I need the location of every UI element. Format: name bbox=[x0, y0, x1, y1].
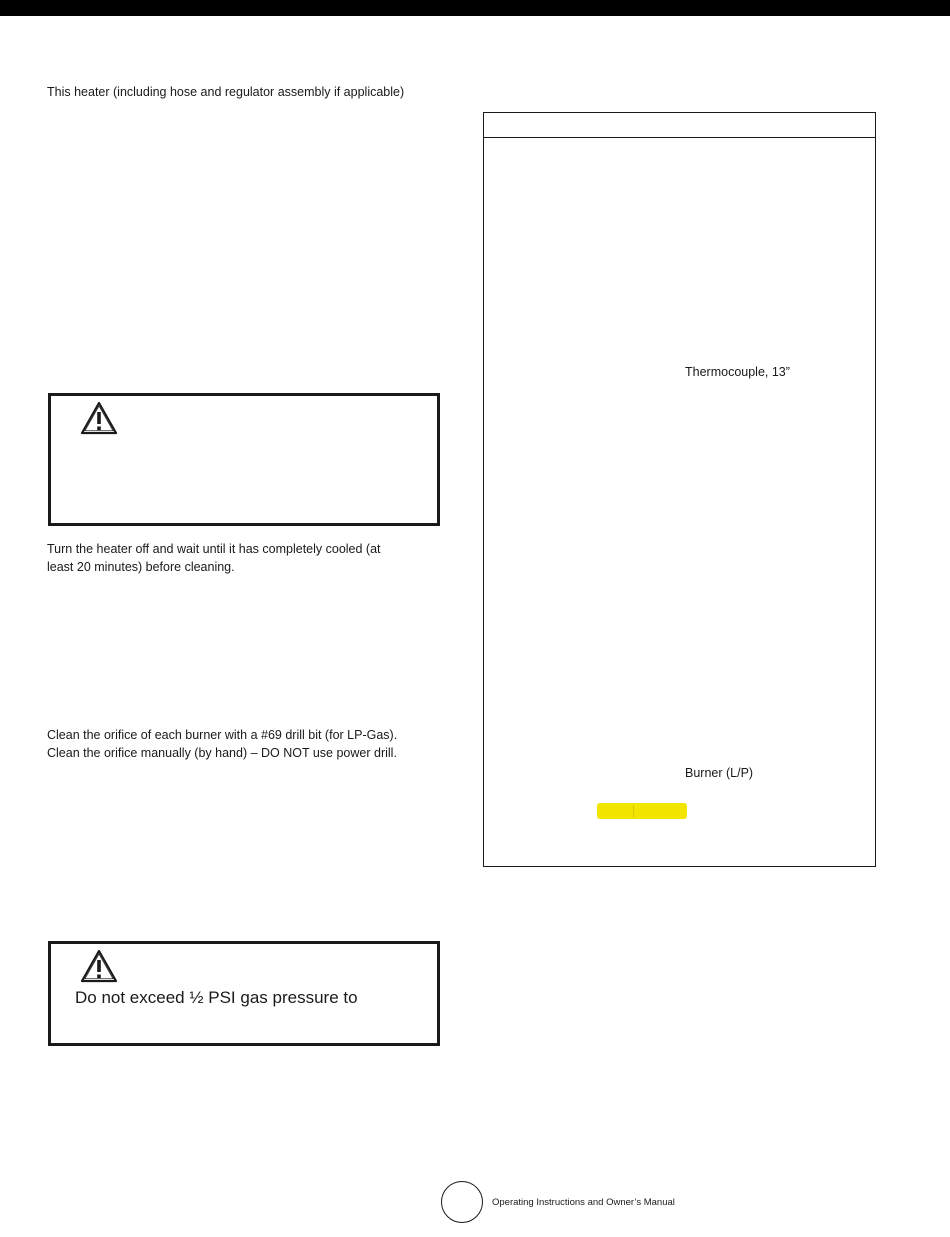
cleaning-text-line2: least 20 minutes) before cleaning. bbox=[47, 560, 235, 574]
warning-triangle-icon bbox=[79, 400, 119, 436]
highlight-mark bbox=[597, 803, 687, 819]
part-burner: Burner (L/P) bbox=[685, 766, 754, 780]
warning-box-top bbox=[48, 393, 440, 526]
cleaning-text-line1: Turn the heater off and wait until it has completely cooled (at bbox=[47, 542, 381, 556]
highlight-divider bbox=[633, 805, 634, 817]
orifice-text-line1: Clean the orifice of each burner with a #69 drill bit (for LP-Gas). bbox=[47, 728, 398, 742]
gas-pressure-warning-text: Do not exceed ½ PSI gas pressure to bbox=[75, 988, 358, 1007]
top-black-bar bbox=[0, 0, 950, 16]
intro-text: This heater (including hose and regulator assembly if applicable) bbox=[47, 85, 405, 99]
parts-list-header bbox=[484, 113, 875, 138]
orifice-text-line2: Clean the orifice manually (by hand) – DO NOT use power drill. bbox=[47, 746, 397, 760]
parts-list-box bbox=[483, 112, 876, 867]
warning-box-bottom bbox=[48, 941, 440, 1046]
warning-triangle-icon bbox=[79, 948, 119, 984]
part-thermocouple: Thermocouple, 13” bbox=[685, 365, 790, 379]
footer-manual-title: Operating Instructions and Owner’s Manual bbox=[492, 1197, 675, 1208]
page-number-circle bbox=[441, 1181, 483, 1223]
